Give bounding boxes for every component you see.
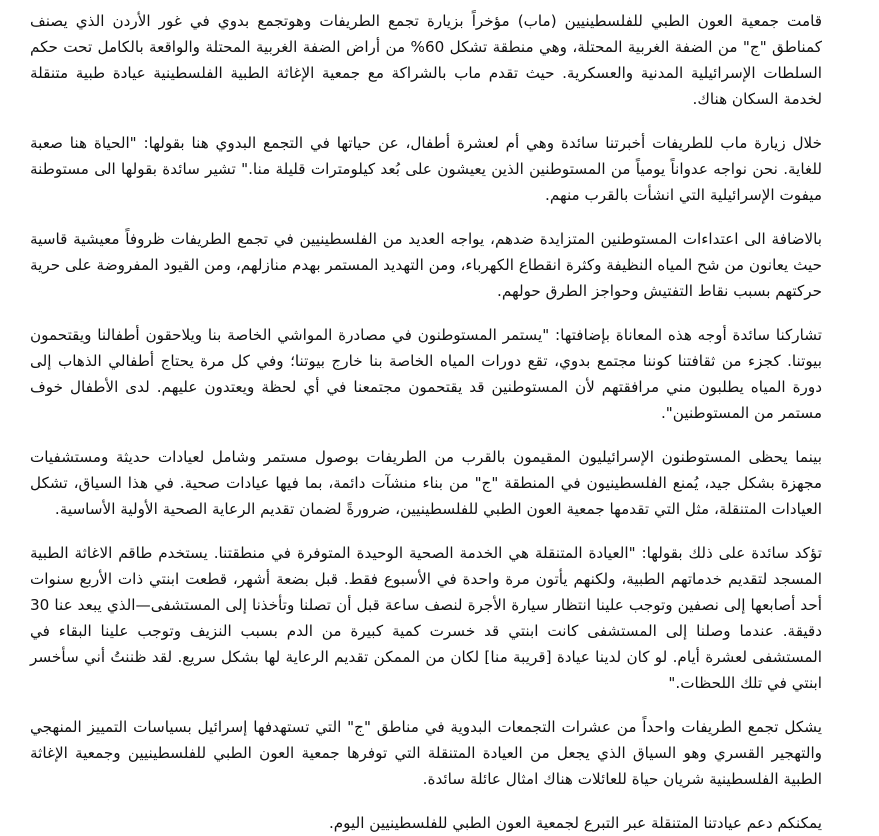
paragraph-saida-life: خلال زيارة ماب للطريفات أخبرتنا سائدة وهي أم لعشرة أطفال، عن حياتها في التجمع البدوي هنا بقولها: "الحياة هنا صعبة للغاية. نحن نواجه عدواناً يومياً من المستوطنين الذين يعيشون على بُعد كيلومترات قليلة منا." تشير سائدة بقولها الى مستوطنة ميفوت الإسرائيلية التي انشأت بالقرب منهم. (30, 134, 822, 204)
paragraph-area-c-context: يشكل تجمع الطريفات واحداً من عشرات التجمعات البدوية في مناطق "ج" التي تستهدفها إسرائيل بسياسات التمييز المنهجي والتهجير القسري وهو السياق الذي يجعل من العيادة المتنقلة التي توفرها جمعية العون الطبي للفلسطينيين وجمعية الإغاثة الطبية الفلسطينية شريان حياة للعائلات هناك امثال عائلة سائدة. (30, 718, 822, 788)
paragraph-settler-attacks-quote: تشاركنا سائدة أوجه هذه المعاناة بإضافتها: "يستمر المستوطنون في مصادرة المواشي الخاصة بنا ويلاحقون أطفالنا ويقتحمون بيوتنا. كجزء من ثقافتنا كوننا مجتمع بدوي، تقع دورات المياه الخاصة بنا خارج بيوتنا؛ وفي كل مرة يحتاج أطفالي الذهاب إلى دورة المياه يطلبون مني مرافقتهم لأن المستوطنين قد يقتحمون مجتمعنا في أي لحظة ويعتدون عليهم. لدى الأطفال خوف مستمر من المستوطنين". (30, 326, 822, 422)
paragraph-living-conditions: بالاضافة الى اعتداءات المستوطنين المتزايدة ضدهم، يواجه العديد من الفلسطينيين في تجمع الطريفات ظروفاً معيشية قاسية حيث يعانون من شح المياه النظيفة وكثرة انقطاع الكهرباء، ومن التهديد المستمر بهدم منازلهم، ومن القيود المفروضة على حرية حركتهم بسبب نقاط التفتيش وحواجز الطرق حولهم. (30, 230, 822, 300)
paragraph-mobile-clinic-visit: قامت جمعية العون الطبي للفلسطينيين (ماب) مؤخراً بزيارة تجمع الطريفات وهوتجمع بدوي في غور الأردن الذي يصنف كمناطق "ج" من الضفة الغربية المحتلة، وهي منطقة تشكل 60% من أراض الضفة الغربية المحتلة والواقعة بالكامل تحت حكم السلطات الإسرائيلية المدنية والعسكرية. حيث تقدم ماب بالشراكة مع جمعية الإغاثة الطبية الفلسطينية عيادة طبية متنقلة لخدمة السكان هناك. (30, 12, 823, 108)
paragraph-clinic-testimony: تؤكد سائدة على ذلك بقولها: "العيادة المتنقلة هي الخدمة الصحية الوحيدة المتوفرة في منطقتنا. يستخدم طاقم الاغاثة الطبية المسجد لتقديم خدماتهم الطبية، ولكنهم يأتون مرة واحدة في الأسبوع فقط. قبل بضعة أشهر، قطعت ابنتي ذات الأربع سنوات أحد أصابعها إلى نصفين وتوجب علينا انتظار سيارة الأجرة لنصف ساعة قبل أن تصلنا وتأخذنا إلى المستشفى—الذي يبعد عنا 30 دقيقة. عندما وصلنا إلى المستشفى كانت ابنتي قد خسرت كمية كبيرة من الدم بسبب النزيف وتوجب علينا البقاء في المستشفى لعشرة أيام. لو كان لدينا عيادة [قريبة منا] لكان من الممكن تقديم الرعاية لها بشكل سريع. لقد ظننتُ أني سأخسر ابنتي في تلك اللحظات." (30, 544, 822, 692)
article-body (30, 8, 822, 836)
paragraph-healthcare-access: بينما يحظى المستوطنون الإسرائيليون المقيمون بالقرب من الطريفات بوصول مستمر وشامل لعيادات حديثة ومستشفيات مجهزة بشكل جيد، يُمنع الفلسطينيون في المنطقة "ج" من بناء منشآت دائمة، بما فيها عيادات صحية. في هذا السياق، تشكل العيادات المتنقلة، مثل التي تقدمها جمعية العون الطبي للفلسطينيين، ضرورةً لضمان تقديم الرعاية الصحية الأولية الأساسية. (30, 448, 822, 518)
paragraph-donation-call: يمكنكم دعم عيادتنا المتنقلة عبر التبرع لجمعية العون الطبي للفلسطينيين اليوم. (328, 814, 822, 832)
